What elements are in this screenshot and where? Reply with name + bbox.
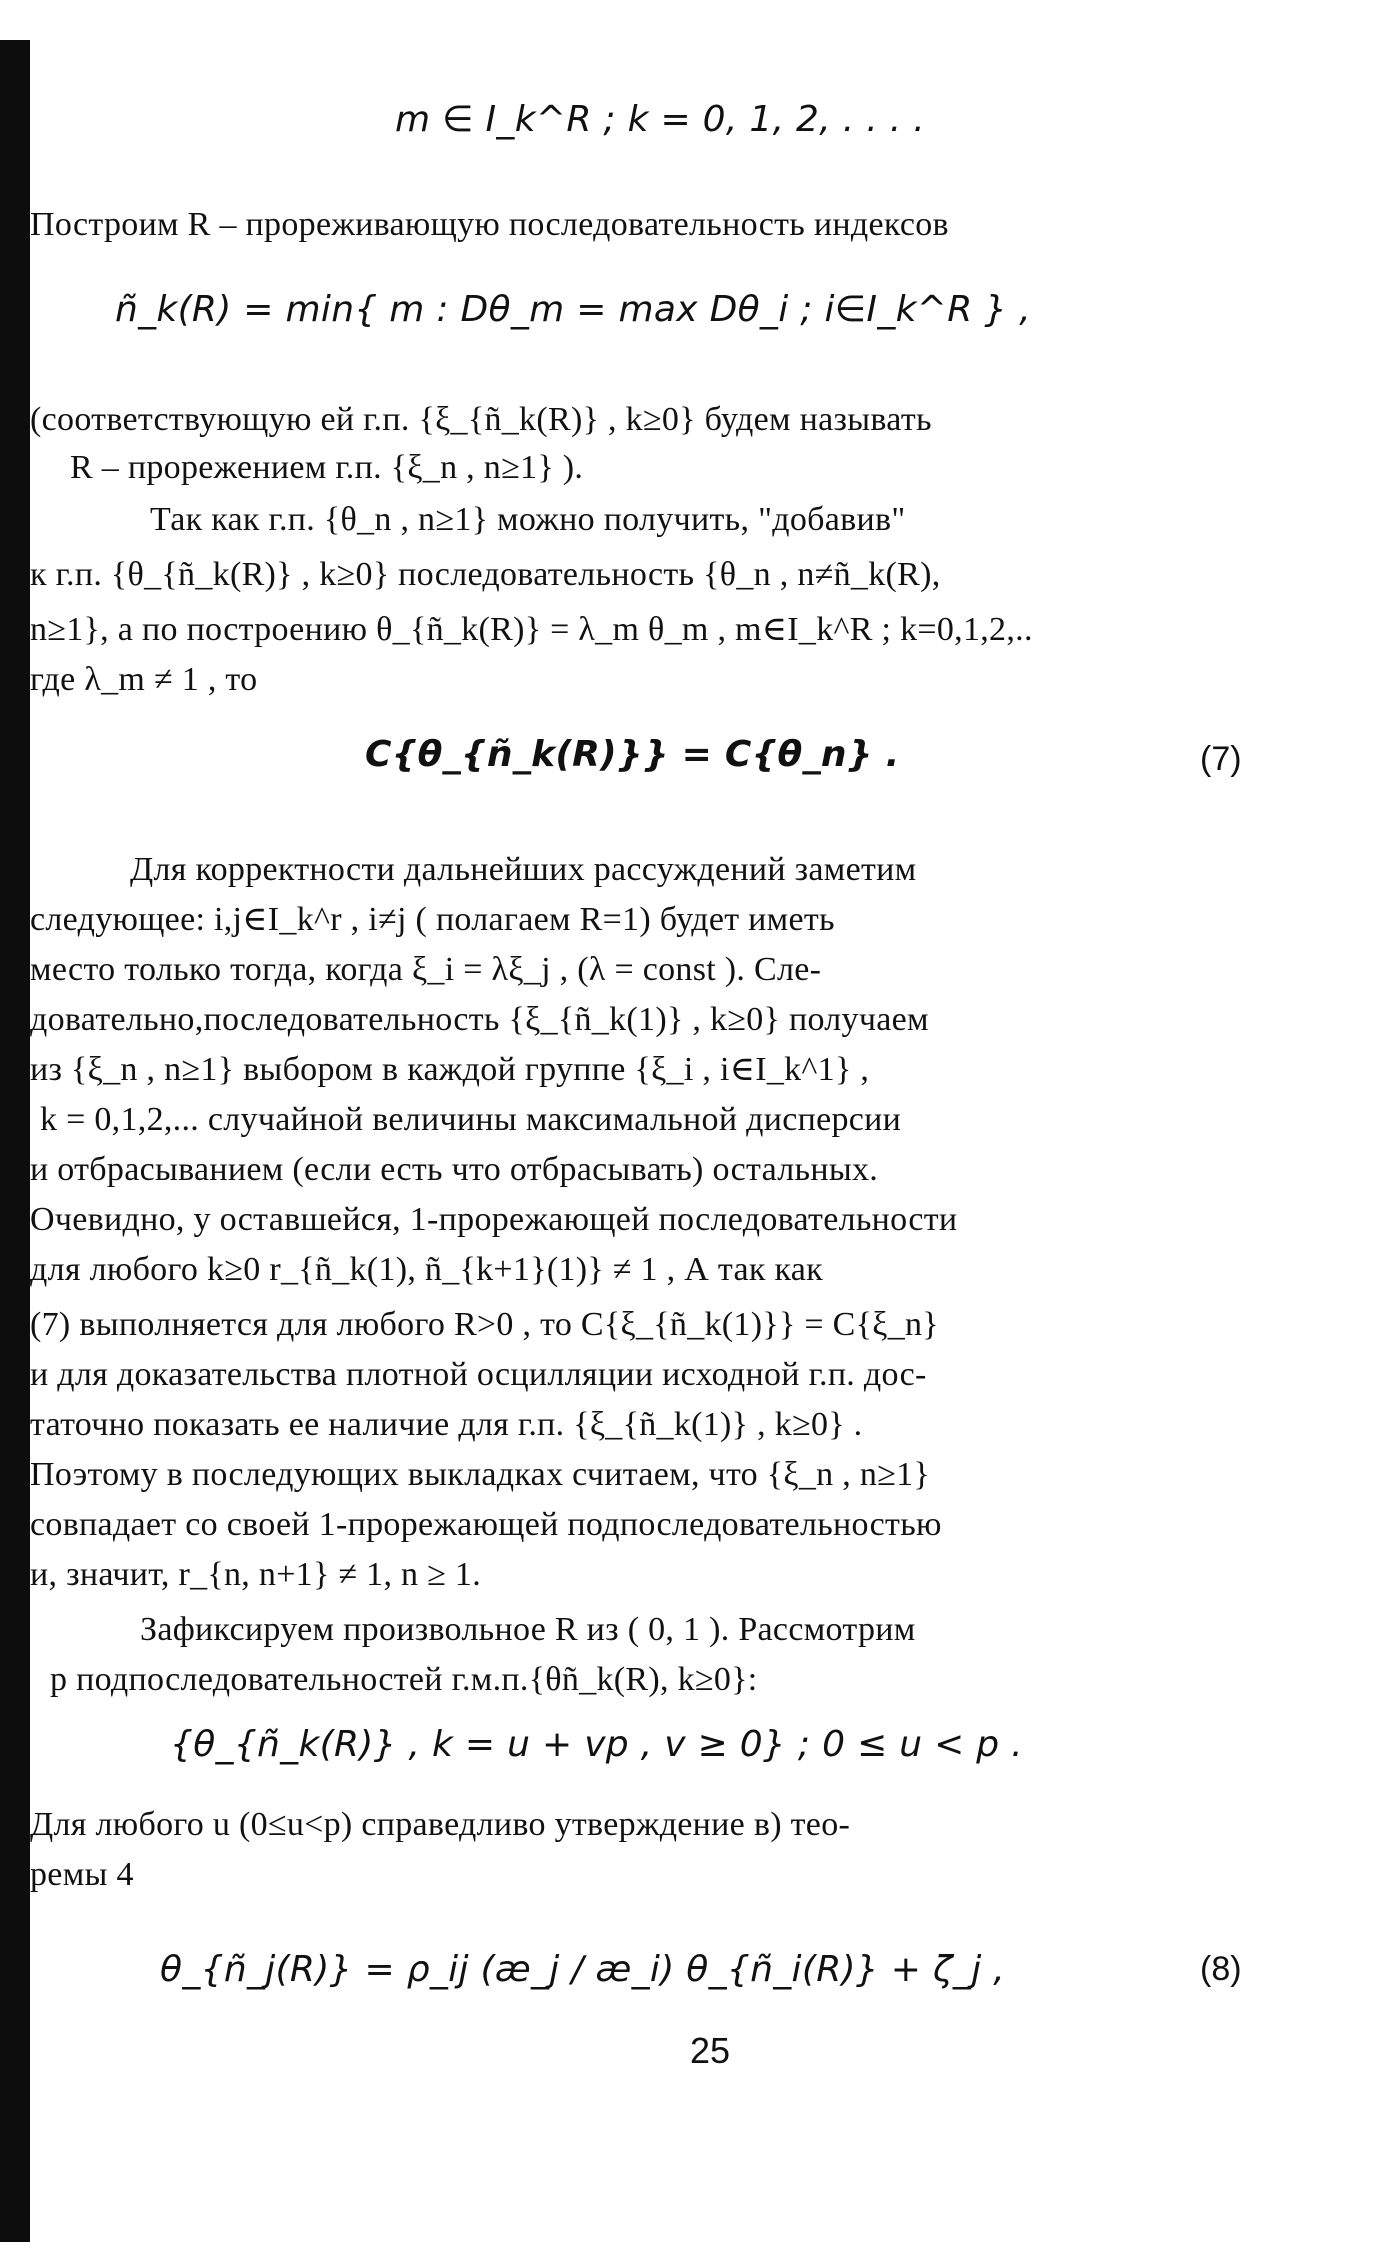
text-line: p подпоследовательностей г.м.п.{θñ_k(R), k≥0}: (50, 1661, 758, 1698)
text-line: и для доказательства плотной осцилляции исходной г.п. дос- (30, 1356, 927, 1393)
text-line: Для корректности дальнейших рассуждений заметим (130, 851, 917, 888)
text-line: следующее: i,j∈I_k^r , i≠j ( полагаем R=1) будет иметь (30, 901, 835, 938)
text-line: k = 0,1,2,... случайной величины максимальной дисперсии (40, 1101, 902, 1138)
text-line: таточно показать ее наличие для г.п. {ξ_{ñ_k(1)} , k≥0} . (30, 1406, 863, 1443)
formula-index-set: m ∈ I_k^R ; k = 0, 1, 2, . . . . (395, 99, 925, 140)
text-line: ремы 4 (30, 1856, 134, 1893)
formula-8: θ_{ñ_j(R)} = ρ_ij (æ_j / æ_i) θ_{ñ_i(R)} + ζ_j , (160, 1949, 1005, 1990)
equation-number-8: (8) (1200, 1950, 1242, 1988)
text-line: для любого k≥0 r_{ñ_k(1), ñ_{k+1}(1)} ≠ 1 , А так как (30, 1251, 824, 1288)
text-line: Зафиксируем произвольное R из ( 0, 1 ). Рассмотрим (140, 1611, 916, 1648)
page-binding-edge (0, 40, 30, 2242)
text-line: довательно,последовательность {ξ_{ñ_k(1)} , k≥0} получаем (30, 1001, 929, 1038)
text-line: место только тогда, когда ξ_i = λξ_j , (λ = const ). Сле- (30, 951, 822, 988)
formula-7: C{θ_{ñ_k(R)}} = C{θ_n} . (365, 734, 900, 775)
text-line: n≥1}, а по построению θ_{ñ_k(R)} = λ_m θ_m , m∈I_k^R ; k=0,1,2,.. (30, 611, 1033, 648)
text-line: где λ_m ≠ 1 , то (30, 661, 258, 698)
text-line: R – прорежением г.п. {ξ_n , n≥1} ). (70, 449, 584, 486)
formula-thinning-indices: ñ_k(R) = min{ m : Dθ_m = max Dθ_i ; i∈I_k^R } , (115, 289, 1031, 330)
text-line: Для любого u (0≤u<p) справедливо утверждение в) тео- (30, 1806, 851, 1843)
document-page (30, 0, 1392, 2242)
text-line: совпадает со своей 1-прорежающей подпоследовательностью (30, 1506, 942, 1543)
text-line: (7) выполняется для любого R>0 , то C{ξ_{ñ_k(1)}} = C{ξ_n} (30, 1306, 939, 1343)
text-line: и, значит, r_{n, n+1} ≠ 1, n ≥ 1. (30, 1556, 482, 1593)
page-number: 25 (690, 2030, 731, 2071)
equation-number-7: (7) (1200, 740, 1242, 778)
text-line: Так как г.п. {θ_n , n≥1} можно получить, "добавив" (150, 501, 906, 538)
text-line: Построим R – прореживающую последовательность индексов (30, 206, 949, 243)
text-line: (соответствующую ей г.п. {ξ_{ñ_k(R)} , k≥0} будем называть (30, 401, 932, 438)
text-line: из {ξ_n , n≥1} выбором в каждой группе {ξ_i , i∈I_k^1} , (30, 1051, 870, 1088)
text-line: к г.п. {θ_{ñ_k(R)} , k≥0} последовательность {θ_n , n≠ñ_k(R), (30, 556, 941, 593)
text-line: Очевидно, у оставшейся, 1-прорежающей последовательности (30, 1201, 958, 1238)
text-line: и отбрасыванием (если есть что отбрасывать) остальных. (30, 1151, 879, 1188)
text-line: Поэтому в последующих выкладках считаем, что {ξ_n , n≥1} (30, 1456, 931, 1493)
formula-subsequences: {θ_{ñ_k(R)} , k = u + vp , v ≥ 0} ; 0 ≤ u < p . (170, 1724, 1023, 1765)
